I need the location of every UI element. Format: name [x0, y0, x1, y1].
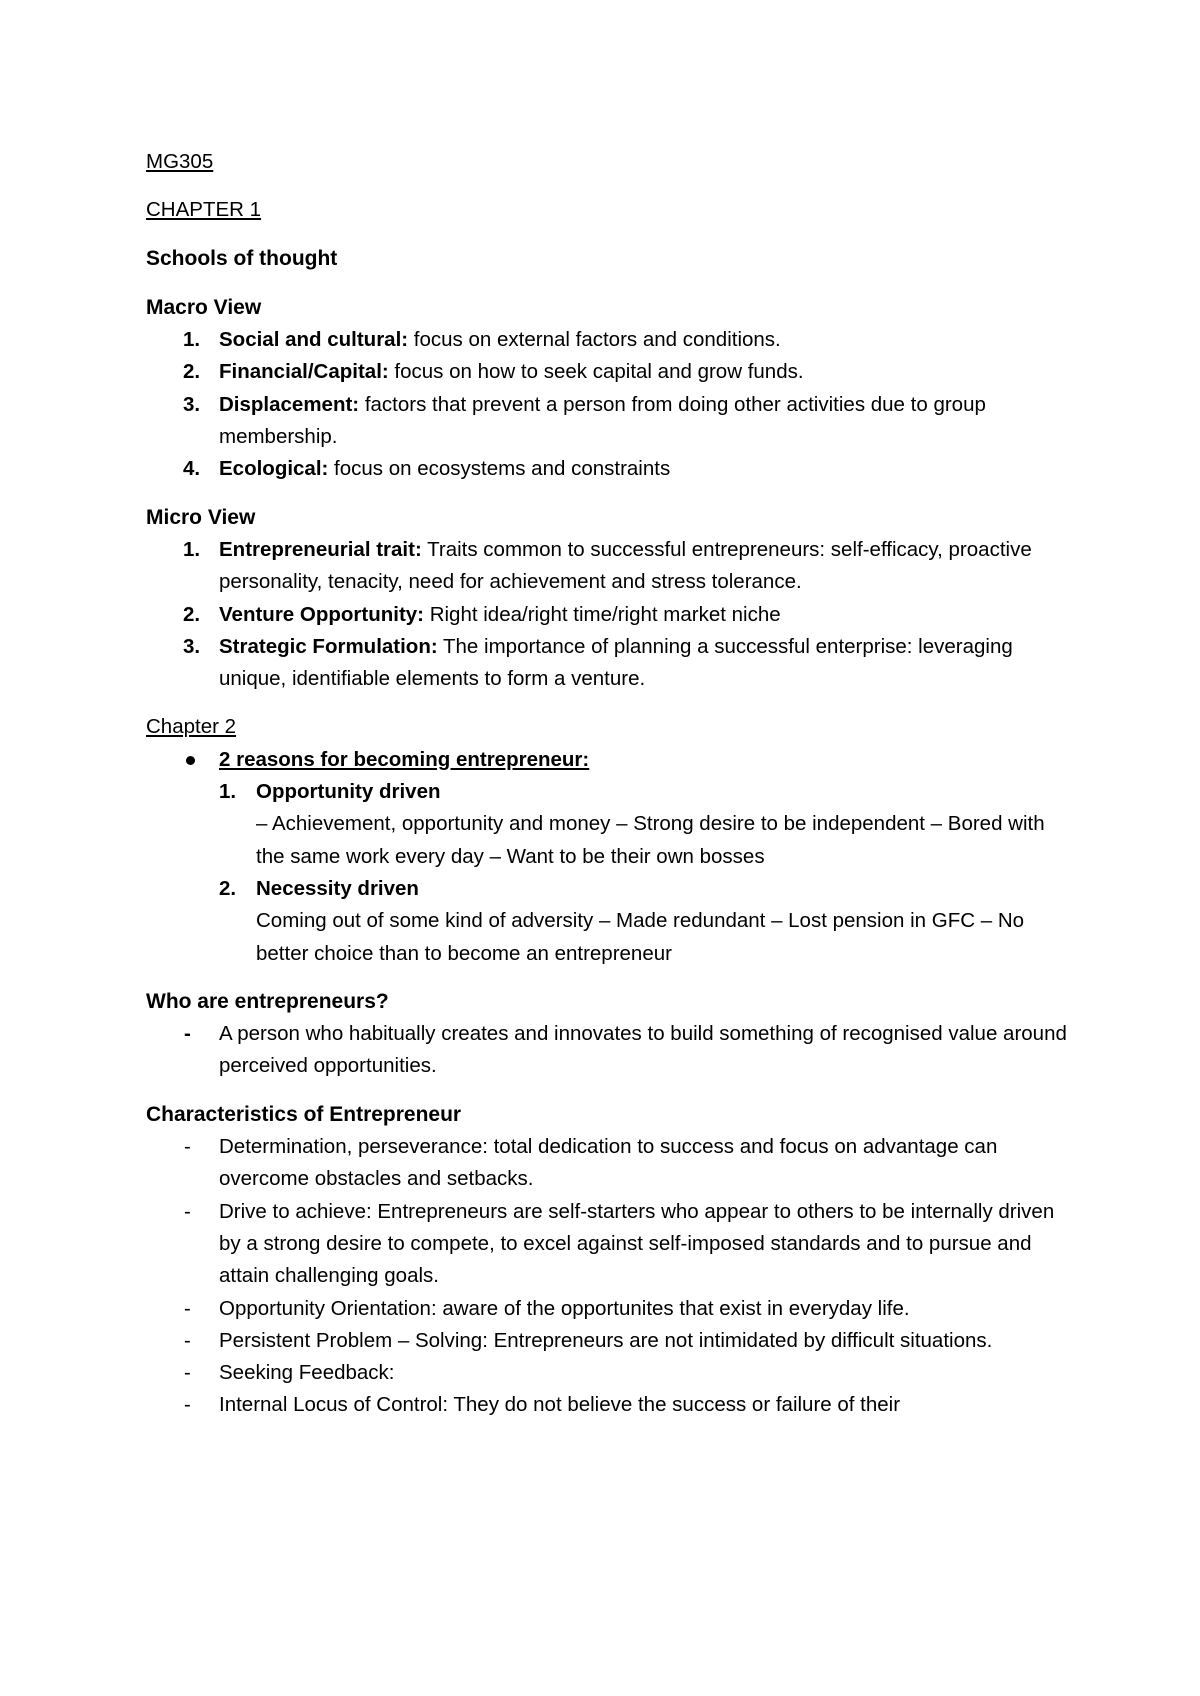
list-number: 2. [183, 360, 201, 384]
document-page [146, 146, 1076, 1422]
list-number: 1. [219, 780, 237, 804]
list-item [146, 744, 1076, 776]
list-item [146, 1196, 1076, 1293]
reason-title: Opportunity driven [256, 780, 441, 804]
micro-view-list [146, 534, 1076, 695]
list-text: The importance of planning a successful enterprise: leveraging unique, identifiable elements to form a venture. [219, 634, 1013, 691]
list-item [146, 389, 1076, 454]
list-item [146, 1325, 1076, 1357]
list-text: Persistent Problem – Solving: Entrepreneurs are not intimidated by difficult situations. [219, 1328, 993, 1352]
list-item [146, 356, 1076, 388]
who-heading: Who are entrepreneurs? [146, 989, 389, 1013]
list-item [146, 453, 1076, 485]
chapter-2-heading: Chapter 2 [146, 715, 237, 739]
list-number: 1. [183, 328, 201, 352]
characteristics-heading: Characteristics of Entrepreneur [146, 1102, 462, 1126]
reason-text: – Achievement, opportunity and money – Strong desire to be independent – Bored with the same work every day – Want to be their own bosses [256, 812, 1045, 868]
list-text: focus on external factors and conditions. [408, 328, 781, 352]
list-text: factors that prevent a person from doing other activities due to group membership. [219, 392, 986, 449]
list-text: focus on ecosystems and constraints [328, 457, 671, 481]
list-number: 2. [219, 876, 237, 900]
macro-view-list [146, 324, 1076, 485]
list-text: Traits common to successful entrepreneurs: self-efficacy, proactive personality, tenacity, need for achievement and stress tolerance. [219, 537, 1032, 594]
list-item [146, 534, 1076, 599]
list-number: 4. [183, 457, 201, 481]
list-term: Venture Opportunity: [219, 602, 424, 626]
list-text: Right idea/right time/right market niche [424, 602, 781, 626]
list-item [146, 1018, 1076, 1083]
list-item [146, 631, 1076, 696]
micro-view-heading: Micro View [146, 505, 256, 529]
list-term: Entrepreneurial trait: [219, 537, 422, 561]
list-term: Ecological: [219, 457, 329, 481]
list-term: Financial/Capital: [219, 360, 389, 384]
list-number: 3. [183, 634, 201, 658]
schools-heading: Schools of thought [146, 246, 338, 270]
dash-marker: - [184, 1199, 191, 1223]
chapter-2-list [146, 744, 1076, 970]
characteristics-list [146, 1131, 1076, 1422]
list-item [146, 1131, 1076, 1196]
list-item [146, 1389, 1076, 1421]
list-text: Drive to achieve: Entrepreneurs are self-starters who appear to others to be internally driven by a strong desire to compete, to excel against self-imposed standards and to pursue and attain challenging goals. [219, 1199, 1055, 1288]
chapter-1-heading: CHAPTER 1 [146, 198, 262, 222]
list-term: Displacement: [219, 392, 360, 416]
list-text: focus on how to seek capital and grow funds. [388, 360, 804, 384]
list-text: Opportunity Orientation: aware of the opportunites that exist in everyday life. [219, 1296, 910, 1320]
list-item [146, 873, 1076, 970]
list-item [146, 1293, 1076, 1325]
list-text: A person who habitually creates and innovates to build something of recognised value around perceived opportunities. [219, 1022, 1067, 1078]
list-number: 1. [183, 537, 201, 561]
dash-marker: - [184, 1328, 191, 1352]
macro-view-heading: Macro View [146, 295, 262, 319]
list-term: Strategic Formulation: [219, 634, 438, 658]
list-item [146, 599, 1076, 631]
dash-marker: - [184, 1393, 191, 1417]
list-term: Social and cultural: [219, 328, 409, 352]
list-item [146, 324, 1076, 356]
list-text: Determination, perseverance: total dedication to success and focus on advantage can overcome obstacles and setbacks. [219, 1135, 998, 1191]
list-item [146, 1357, 1076, 1389]
reason-title: Necessity driven [256, 876, 419, 900]
dash-marker: - [184, 1361, 191, 1385]
list-item [146, 776, 1076, 873]
reason-text: Coming out of some kind of adversity – Made redundant – Lost pension in GFC – No better choice than to become an entrepreneur [256, 909, 1025, 965]
course-code: MG305 [146, 150, 214, 173]
bullet-icon [186, 756, 195, 765]
list-number: 3. [183, 392, 201, 416]
who-list [146, 1018, 1076, 1083]
list-number: 2. [183, 602, 201, 626]
dash-marker: - [184, 1022, 191, 1046]
list-text: Seeking Feedback: [219, 1361, 395, 1385]
dash-marker: - [184, 1135, 191, 1159]
list-text: Internal Locus of Control: They do not believe the success or failure of their [219, 1393, 901, 1417]
dash-marker: - [184, 1296, 191, 1320]
reasons-heading: 2 reasons for becoming entrepreneur: [219, 747, 590, 771]
